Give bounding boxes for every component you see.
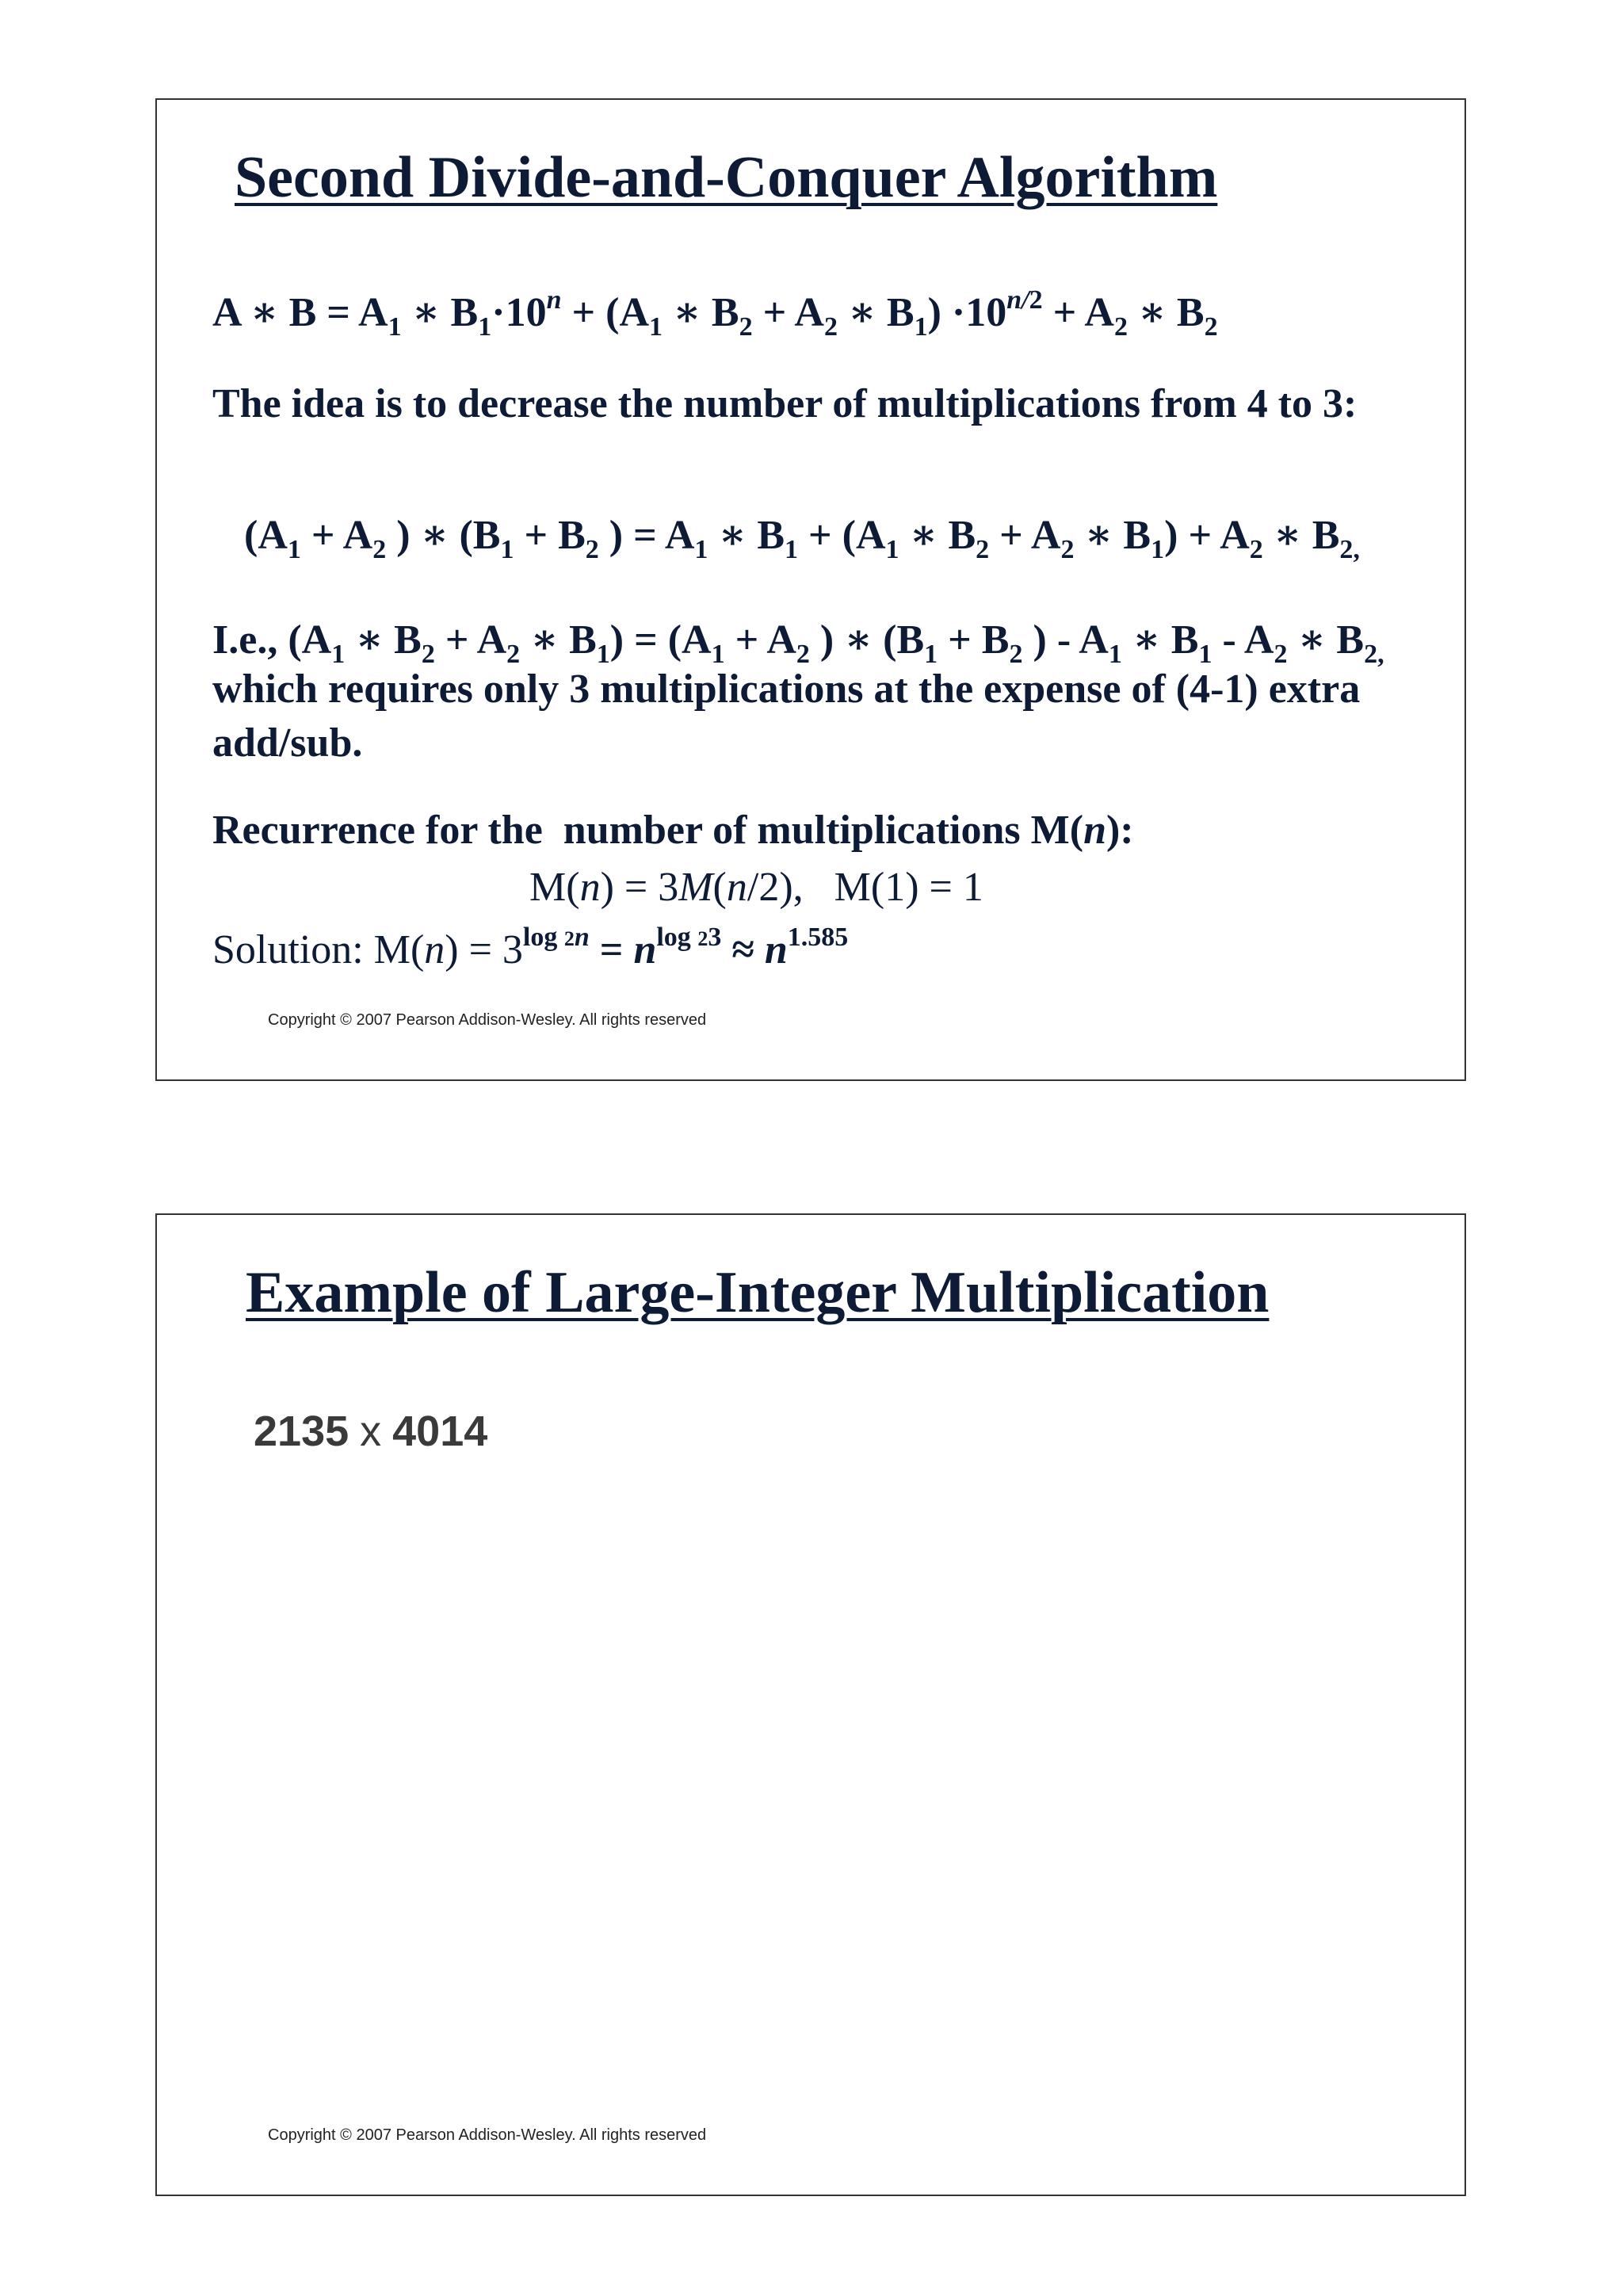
solution-formula: Solution: $M(n) = 3^{log 2n} = n^{log 23} \approx n^{1.585}$	[212, 923, 849, 972]
requires-text-line1: which requires only 3 multiplications at the expense of (4-1) extra	[212, 667, 1361, 712]
slide-second-divide-and-conquer	[155, 98, 1466, 1081]
recurrence-formula: M(n) = 3M(n/2), M(1) = 1	[529, 865, 983, 910]
formula-a-times-b: A ∗ $B = A_1$ ∗ $B_1\cdot 10^n + (A_1$ ∗ $B_2 + A_2$ ∗ $B_1) \cdot 10^{n/2} + A_2$ ∗ $B_2$	[212, 285, 1218, 342]
copyright-notice: Copyright © 2007 Pearson Addison-Wesley. All rights reserved	[268, 1011, 707, 1029]
slide-title: Second Divide-and-Conquer Algorithm	[235, 145, 1218, 210]
idea-text: The idea is to decrease the number of multiplications from 4 to 3:	[212, 381, 1358, 426]
operator: x	[360, 1408, 382, 1455]
multiplication-example	[254, 1407, 487, 1456]
recurrence-label: Recurrence for the number of multiplications M(n):	[212, 808, 1134, 853]
requires-text-line2: add/sub.	[212, 720, 363, 766]
operand-b: 4014	[392, 1408, 488, 1455]
identity-formula: ($A_1 + A_2$ ) ∗ ($B_1 + B_2$ ) = $A_1$ ∗ $B_1 + (A_1$ ∗ $B_2 + A_2$ ∗ $B_1) + A_2$ ∗ $B_{2,}$	[244, 513, 1360, 564]
slide-title: Example of Large-Integer Multiplication	[246, 1260, 1270, 1325]
operand-a: 2135	[254, 1408, 349, 1455]
copyright-notice: Copyright © 2007 Pearson Addison-Wesley. All rights reserved	[268, 2126, 707, 2144]
ie-formula: I.e., ($A_1$ ∗ $B_2 + A_2$ ∗ $B_1) = (A_1 + A_2$ ) ∗ ($B_1 + B_2$ ) - $A_1$ ∗ $B_1 - A_2$ ∗ $B_{2,}$	[212, 617, 1384, 669]
slide-large-integer-example	[155, 1213, 1466, 2196]
